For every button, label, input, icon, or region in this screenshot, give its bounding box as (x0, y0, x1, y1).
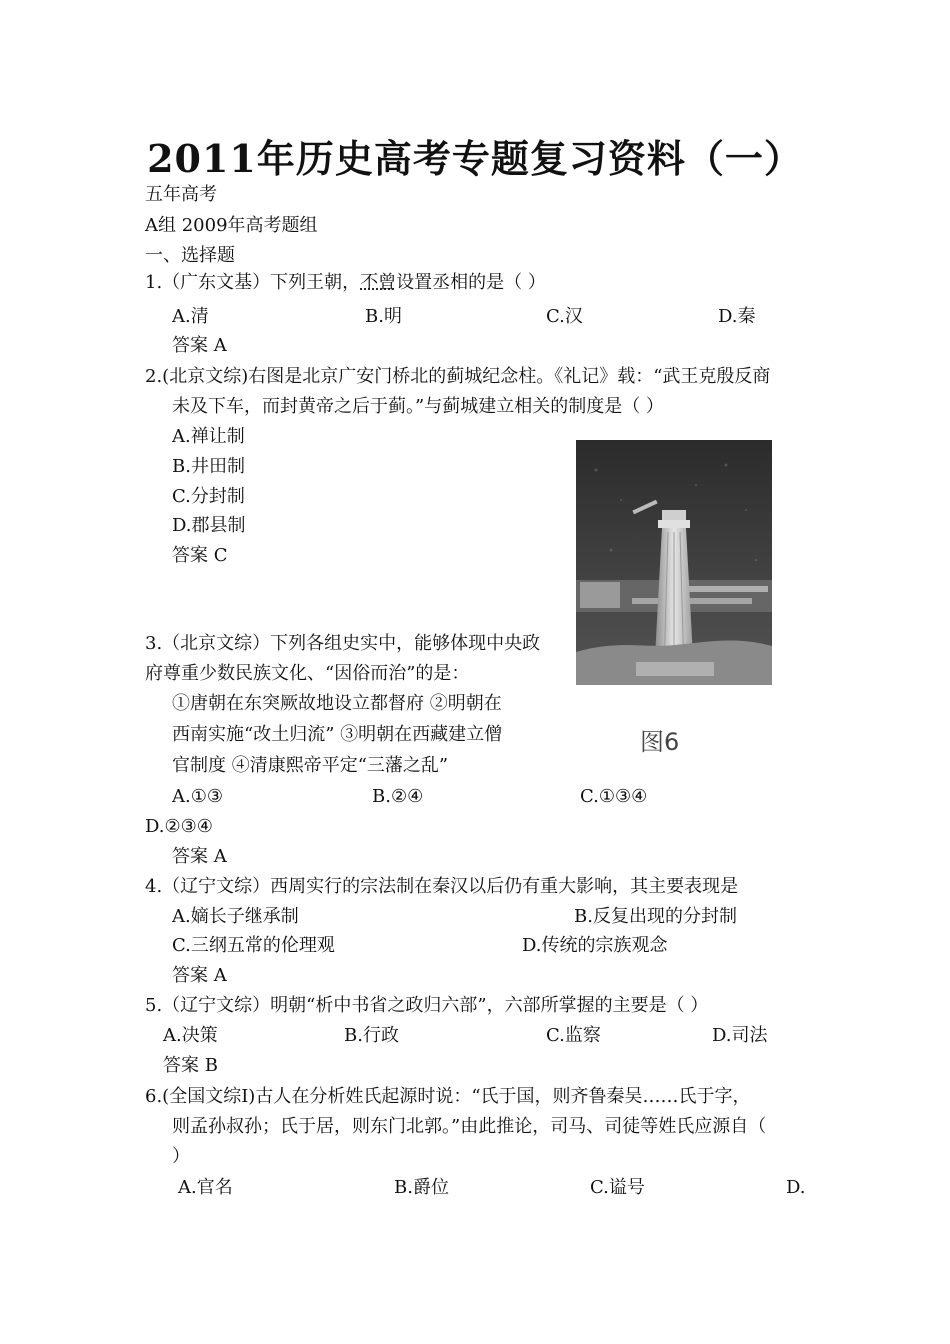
q1-stem: 1.（广东文基）下列王朝，不曾设置丞相的是（ ） (145, 272, 546, 293)
page-title: 2011年历史高考专题复习资料（一） (147, 136, 803, 181)
part-heading: 一、选择题 (145, 245, 235, 266)
q3-stem-line1: 3.（北京文综）下列各组史实中，能够体现中央政 (145, 633, 541, 654)
q3-stem-line4: 西南实施“改土归流” ③明朝在西藏建立僧 (172, 724, 503, 745)
q1-option-a: A.清 (172, 306, 209, 327)
q2-option-c: C.分封制 (172, 486, 245, 507)
q3-answer: 答案 A (172, 846, 227, 867)
q1-emphasis: 不曾 (360, 272, 397, 293)
q4-answer: 答案 A (172, 965, 227, 986)
q6-option-a: A.官名 (178, 1177, 233, 1198)
q2-option-d: D.郡县制 (172, 515, 246, 536)
q3-option-b: B.②④ (372, 786, 424, 807)
q6-option-c: C.谥号 (590, 1177, 645, 1198)
q3-stem-line2: 府尊重少数民族文化、“因俗而治”的是： (145, 663, 470, 684)
q5-option-a: A.决策 (163, 1025, 218, 1046)
q6-stem-line3: ） (172, 1146, 190, 1167)
q6-option-d: D. (786, 1177, 806, 1198)
q6-option-b: B.爵位 (394, 1177, 449, 1198)
q3-stem-line3: ①唐朝在东突厥故地设立都督府 ②明朝在 (172, 693, 502, 714)
q1-option-c: C.汉 (546, 306, 583, 327)
photo-illustration (576, 440, 772, 685)
q2-option-a: A.禅让制 (172, 426, 245, 447)
q1-option-b: B.明 (365, 306, 402, 327)
q5-stem: 5.（辽宁文综）明朝“析中书省之政归六部”，六部所掌握的主要是（ ） (145, 995, 709, 1016)
q4-option-d: D.传统的宗族观念 (522, 935, 668, 956)
q5-option-b: B.行政 (344, 1025, 399, 1046)
q6-stem-line1: 6.(全国文综Ⅰ)古人在分析姓氏起源时说：“氏于国，则齐鲁秦吴……氏于字， (145, 1086, 751, 1107)
q4-stem: 4.（辽宁文综）西周实行的宗法制在秦汉以后仍有重大影响，其主要表现是 (145, 876, 739, 897)
q2-option-b: B.井田制 (172, 456, 245, 477)
q6-stem-line2: 则孟孙叔孙；氏于居，则东门北郭。”由此推论，司马、司徒等姓氏应源自（ (172, 1116, 767, 1137)
q4-option-c: C.三纲五常的伦理观 (172, 935, 335, 956)
q3-option-a: A.①③ (172, 786, 223, 807)
group-heading: A组 2009年高考题组 (145, 215, 318, 236)
q3-stem-line5: 官制度 ④清康熙帝平定“三藩之乱” (172, 755, 449, 776)
q5-option-d: D.司法 (712, 1025, 768, 1046)
q5-answer: 答案 B (163, 1055, 218, 1076)
q2-answer: 答案 C (172, 545, 228, 566)
q3-option-d: D.②③④ (145, 816, 213, 837)
memorial-column-photo (576, 440, 772, 685)
q3-option-c: C.①③④ (580, 786, 648, 807)
q5-option-c: C.监察 (546, 1025, 601, 1046)
q1-answer: 答案 A (172, 335, 227, 356)
q2-stem-line1: 2.(北京文综)右图是北京广安门桥北的蓟城纪念柱。《礼记》载：“武王克殷反商 (145, 366, 771, 387)
q4-option-a: A.嫡长子继承制 (172, 906, 299, 927)
figure-caption: 图6 (640, 728, 680, 756)
q2-stem-line2: 未及下车，而封黄帝之后于蓟。”与蓟城建立相关的制度是（ ） (172, 396, 664, 417)
q4-option-b: B.反复出现的分封制 (574, 906, 737, 927)
q1-option-d: D.秦 (718, 306, 756, 327)
section-heading: 五年高考 (145, 184, 217, 205)
